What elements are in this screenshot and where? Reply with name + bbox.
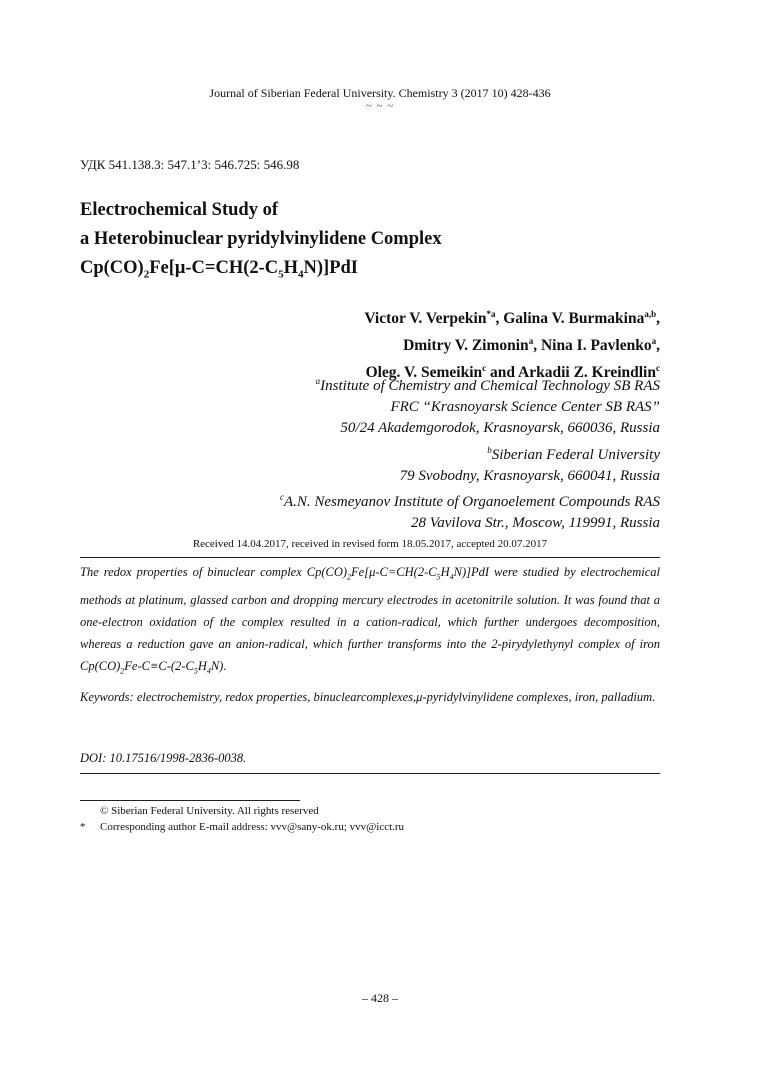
affiliation-line: 28 Vavilova Str., Moscow, 119991, Russia [410, 515, 660, 532]
doi: DOI: 10.17516/1998-2836-0038. [80, 751, 247, 765]
affiliation-line: 79 Svobodny, Krasnoyarsk, 660041, Russia [399, 467, 660, 484]
footnote-rule [80, 800, 300, 801]
title-line-1: Electrochemical Study of [80, 200, 278, 220]
title-line-3: $Cp(CO)_2Fe[\mu-C=CH(2-C_5H_4N)]PdI$ [80, 258, 359, 281]
copyright-footnote: © Siberian Federal University. All rights reserved [100, 805, 319, 817]
affiliation-line: FRC “Krasnoyarsk Science Center SB RAS” [390, 399, 660, 416]
corresponding-author-footnote: * Corresponding author E-mail address: vvv@sany-ok.ru; vvv@icct.ru [80, 821, 405, 833]
affiliation-line: $^c$A.N. Nesmeyanov Institute of Organoelement Compounds RAS [279, 492, 660, 511]
affiliation-line: $^a$Institute of Chemistry and Chemical Technology SB RAS [315, 376, 660, 394]
author-name: Victor V. Verpekin [364, 310, 487, 328]
author-name: Oleg. V. Semeikin [365, 364, 483, 382]
author-name: Arkadii Z. Kreindlin [518, 364, 656, 382]
affiliations [140, 371, 660, 534]
page-number: – 428 – [362, 991, 398, 1005]
divider-top [80, 557, 660, 558]
affiliation-line: 50/24 Akademgorodok, Krasnoyarsk, 660036, Russia [340, 420, 660, 437]
author-name: Dmitry V. Zimonin [403, 337, 529, 355]
article-title [80, 196, 680, 290]
keywords: Keywords: electrochemistry, redox properties, binuclearcomplexes,μ-pyridylvinylidene complexes, iron, palladium. [80, 690, 656, 704]
title-line-2: a Heterobinuclear pyridylvinylidene Complex [80, 229, 442, 249]
journal-header: Journal of Siberian Federal University. Chemistry 3 (2017 10) 428-436 [209, 86, 551, 100]
author-list: Victor V. Verpekin$^{*a}$, Galina V. Burmakina$^{a,b}$, Dmitry V. Zimonin$^a$, Nina I. Pavlenko$^a$, Oleg. V. Semeikin$^c$ and Arkadii Z. Kreindlin$^c$ [364, 309, 660, 382]
received-dates: Received 14.04.2017, received in revised form 18.05.2017, accepted 20.07.2017 [192, 538, 548, 550]
affiliation-line: $^b$Siberian Federal University [487, 444, 660, 463]
author-name: Nina I. Pavlenko [540, 337, 652, 355]
abstract: The redox properties of binuclear complex $Cp(CO)_2Fe[\mu-C=CH(2-C_5H_4N)]PdI$ were studied by electrochemical methods at platinum, glassed carbon and dropping mercury electrodes in acetonitrile solution. It was found that a one-electron oxidation of the complex resulted in a cation-radical, which further undergoes decomposition, whereas a reduction gave an anion-radical, which further transforms into the 2-pirydylethynyl complex of iron $Cp(CO)_2Fe-C\equiv C-(2-C_5H_4N)$. [80, 565, 660, 675]
udc-code: УДК 541.138.3: 547.1’3: 546.725: 546.98 [80, 157, 300, 172]
divider-bottom [80, 773, 660, 774]
header-separator: ~ ~ ~ [365, 100, 395, 112]
author-name: Galina V. Burmakina [503, 310, 645, 328]
